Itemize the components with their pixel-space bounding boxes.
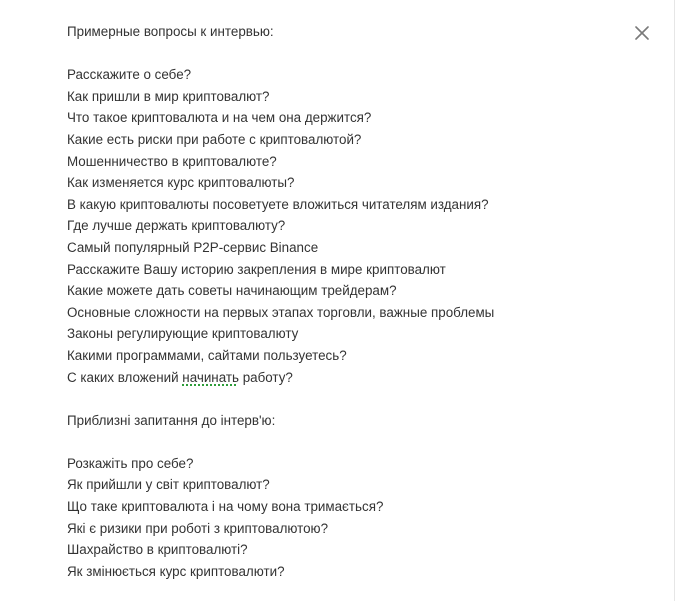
spacer bbox=[67, 43, 627, 65]
question-ru: Где лучше держать криптовалюту? bbox=[67, 218, 286, 234]
question-ru: Основные сложности на первых этапах торговли, важные проблемы bbox=[67, 304, 495, 320]
question-uk: Як змінюється курс криптовалюти? bbox=[67, 563, 285, 579]
question-uk: Розкажіть про себе? bbox=[67, 455, 194, 471]
question-ru: Самый популярный P2P-сервис Binance bbox=[67, 239, 319, 255]
spacer bbox=[67, 431, 627, 453]
question-ru: Как пришли в мир криптовалют? bbox=[67, 88, 270, 104]
question-ru: Расскажите о себе? bbox=[67, 67, 192, 83]
question-ru: Какие есть риски при работе с криптовалютой? bbox=[67, 131, 362, 147]
question-ru: Какими программами, сайтами пользуетесь? bbox=[67, 347, 347, 363]
question-text: С каких вложений bbox=[67, 369, 183, 385]
question-ru: Что такое криптовалюта и на чем она держится? bbox=[67, 110, 372, 126]
question-uk: Як прийшли у світ криптовалют? bbox=[67, 477, 270, 493]
question-uk: Шахрайство в криптовалюті? bbox=[67, 542, 248, 558]
question-ru: Законы регулирующие криптовалюту bbox=[67, 326, 299, 342]
question-uk: Які є ризики при роботі з криптовалютою? bbox=[67, 520, 329, 536]
spacer bbox=[67, 388, 627, 410]
question-ru: Мошенничество в криптовалюте? bbox=[67, 153, 277, 169]
section-heading-uk: Приблизні запитання до інтерв'ю: bbox=[67, 412, 276, 428]
question-ru: Расскажите Вашу историю закрепления в мире криптовалют bbox=[67, 261, 446, 277]
close-icon bbox=[635, 26, 649, 40]
section-heading-ru: Примерные вопросы к интервью: bbox=[67, 24, 274, 39]
spellcheck-flagged-word[interactable]: начинать bbox=[182, 369, 239, 385]
question-ru-last bbox=[67, 367, 627, 389]
question-uk: Що таке криптовалюта і на чому вона тримається? bbox=[67, 499, 384, 515]
question-text: работу? bbox=[238, 369, 293, 385]
close-button[interactable] bbox=[631, 22, 653, 44]
question-ru: Как изменяется курс криптовалюты? bbox=[67, 175, 295, 191]
question-ru: Какие можете дать советы начинающим трейдерам? bbox=[67, 283, 397, 299]
dialog-body bbox=[67, 21, 627, 582]
question-ru: В какую криптовалюты посоветуете вложиться читателям издания? bbox=[67, 196, 489, 212]
dialog-border bbox=[674, 0, 675, 601]
